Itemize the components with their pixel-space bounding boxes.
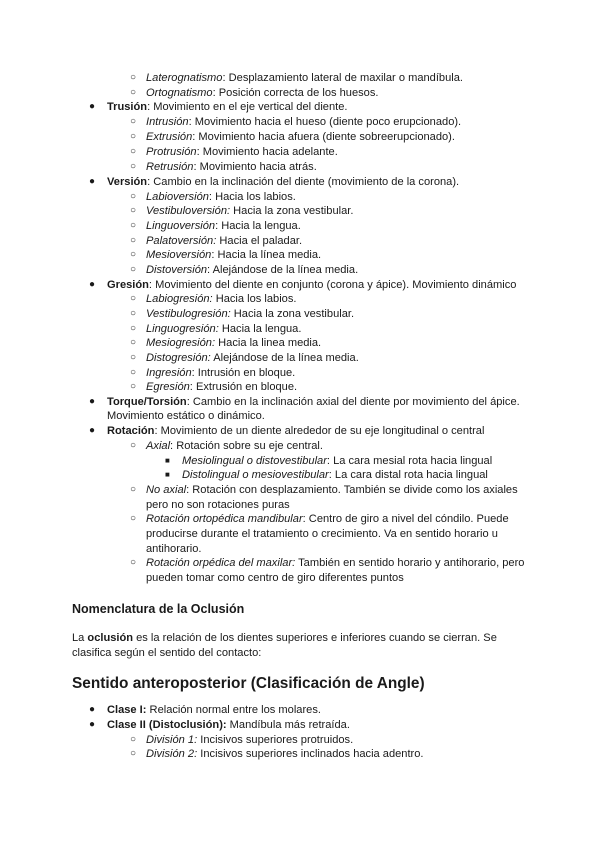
bullet-dot: ● bbox=[89, 396, 96, 407]
list-item-vestibuloversion: Vestibuloversión: Hacia la zona vestibular. bbox=[146, 205, 354, 217]
list-item-ortopedica-mandibular-cont2: antihorario. bbox=[146, 543, 202, 555]
bullet-circle: ○ bbox=[130, 440, 137, 451]
bullet-circle: ○ bbox=[130, 161, 137, 172]
bullet-circle: ○ bbox=[130, 484, 137, 495]
bullet-circle: ○ bbox=[130, 513, 137, 524]
bullet-circle: ○ bbox=[130, 557, 137, 568]
list-item-extrusion: Extrusión: Movimiento hacia afuera (diente sobreerupcionado). bbox=[146, 131, 455, 143]
list-item-ortopedica-mandibular-cont: producirse durante el tratamiento o crecimiento. Va en sentido horario u bbox=[146, 528, 498, 540]
bullet-dot: ● bbox=[89, 425, 96, 436]
list-item-no-axial: No axial: Rotación con desplazamiento. También se divide como los axiales bbox=[146, 484, 518, 496]
bullet-circle: ○ bbox=[130, 323, 137, 334]
list-item-orpedica-maxilar-cont: pueden tomar como centro de giro diferentes puntos bbox=[146, 572, 404, 584]
bullet-dot: ● bbox=[89, 279, 96, 290]
bullet-circle: ○ bbox=[130, 293, 137, 304]
bullet-circle: ○ bbox=[130, 264, 137, 275]
list-item-clase-1: Clase I: Relación normal entre los molares. bbox=[107, 704, 321, 716]
bullet-square: ■ bbox=[165, 456, 170, 465]
bullet-circle: ○ bbox=[130, 381, 137, 392]
list-item-protrusion: Protrusión: Movimiento hacia adelante. bbox=[146, 146, 338, 158]
list-item-intrusion: Intrusión: Movimiento hacia el hueso (diente poco erupcionado). bbox=[146, 116, 462, 128]
list-item-distoversion: Distoversión: Alejándose de la línea media. bbox=[146, 264, 359, 276]
section-heading-oclusion: Nomenclatura de la Oclusión bbox=[72, 602, 245, 616]
bullet-circle: ○ bbox=[130, 146, 137, 157]
bullet-dot: ● bbox=[89, 101, 96, 112]
list-item-version: Versión: Cambio en la inclinación del diente (movimiento de la corona). bbox=[107, 176, 460, 188]
section-heading-angle: Sentido anteroposterior (Clasificación de Angle) bbox=[72, 675, 425, 692]
bullet-circle: ○ bbox=[130, 87, 137, 98]
bullet-circle: ○ bbox=[130, 191, 137, 202]
list-item-no-axial-cont: pero no son rotaciones puras bbox=[146, 499, 290, 511]
bullet-circle: ○ bbox=[130, 748, 137, 759]
bullet-circle: ○ bbox=[130, 734, 137, 745]
list-item-trusion: Trusión: Movimiento en el eje vertical del diente. bbox=[107, 101, 348, 113]
bullet-square: ■ bbox=[165, 470, 170, 479]
bullet-dot: ● bbox=[89, 719, 96, 730]
list-item-axial: Axial: Rotación sobre su eje central. bbox=[146, 440, 323, 452]
list-item-egresion: Egresión: Extrusión en bloque. bbox=[146, 381, 298, 393]
list-item-labiogresion: Labiogresión: Hacia los labios. bbox=[146, 293, 297, 305]
list-item-linguogresion: Linguogresión: Hacia la lengua. bbox=[146, 323, 302, 335]
list-item-distolingual: Distolingual o mesiovestibular: La cara distal rota hacia lingual bbox=[182, 469, 488, 481]
list-item-torque: Torque/Torsión: Cambio en la inclinación axial del diente por movimiento del ápice. bbox=[107, 396, 520, 408]
bullet-circle: ○ bbox=[130, 116, 137, 127]
list-item-mesiolingual: Mesiolingual o distovestibular: La cara mesial rota hacia lingual bbox=[182, 455, 493, 467]
list-item-retrusion: Retrusión: Movimiento hacia atrás. bbox=[146, 161, 317, 173]
list-item-clase-2: Clase II (Distoclusión): Mandíbula más retraída. bbox=[107, 719, 350, 731]
list-item-ortopedica-mandibular: Rotación ortopédica mandibular: Centro de giro a nivel del cóndilo. Puede bbox=[146, 513, 509, 525]
list-item-rotacion: Rotación: Movimiento de un diente alrededor de su eje longitudinal o central bbox=[107, 425, 485, 437]
list-item-orpedica-maxilar: Rotación orpédica del maxilar: También en sentido horario y antihorario, pero bbox=[146, 557, 525, 569]
bullet-circle: ○ bbox=[130, 131, 137, 142]
list-item-linguoversion: Linguoversión: Hacia la lengua. bbox=[146, 220, 301, 232]
paragraph-oclusion-line2: clasifica según el sentido del contacto: bbox=[72, 647, 262, 659]
bullet-circle: ○ bbox=[130, 220, 137, 231]
paragraph-oclusion-line1: La oclusión es la relación de los dientes superiores e inferiores cuando se cierran. Se bbox=[72, 632, 497, 644]
list-item-laterognatismo: Laterognatismo: Desplazamiento lateral de maxilar o mandíbula. bbox=[146, 72, 463, 84]
list-item-division-1: División 1: Incisivos superiores protruidos. bbox=[146, 734, 354, 746]
list-item-gresion: Gresión: Movimiento del diente en conjunto (corona y ápice). Movimiento dinámico bbox=[107, 279, 517, 291]
bullet-circle: ○ bbox=[130, 367, 137, 378]
bullet-circle: ○ bbox=[130, 205, 137, 216]
list-item-division-2: División 2: Incisivos superiores inclinados hacia adentro. bbox=[146, 748, 424, 760]
list-item-distogresion: Distogresión: Alejándose de la línea media. bbox=[146, 352, 359, 364]
bullet-circle: ○ bbox=[130, 337, 137, 348]
bullet-circle: ○ bbox=[130, 72, 137, 83]
list-item-torque-cont: Movimiento estático o dinámico. bbox=[107, 410, 265, 422]
list-item-mesiogresion: Mesiogresión: Hacia la linea media. bbox=[146, 337, 322, 349]
list-item-ortognatismo: Ortognatismo: Posición correcta de los huesos. bbox=[146, 87, 379, 99]
list-item-ingresion: Ingresión: Intrusión en bloque. bbox=[146, 367, 296, 379]
list-item-palatoversion: Palatoversión: Hacia el paladar. bbox=[146, 235, 303, 247]
list-item-mesioversion: Mesioversión: Hacia la línea media. bbox=[146, 249, 322, 261]
list-item-vestibulogresion: Vestibulogresión: Hacia la zona vestibular. bbox=[146, 308, 355, 320]
bullet-circle: ○ bbox=[130, 249, 137, 260]
list-item-labioversion: Labioversión: Hacia los labios. bbox=[146, 191, 296, 203]
bullet-circle: ○ bbox=[130, 235, 137, 246]
bullet-dot: ● bbox=[89, 704, 96, 715]
bullet-circle: ○ bbox=[130, 308, 137, 319]
bullet-circle: ○ bbox=[130, 352, 137, 363]
bullet-dot: ● bbox=[89, 176, 96, 187]
